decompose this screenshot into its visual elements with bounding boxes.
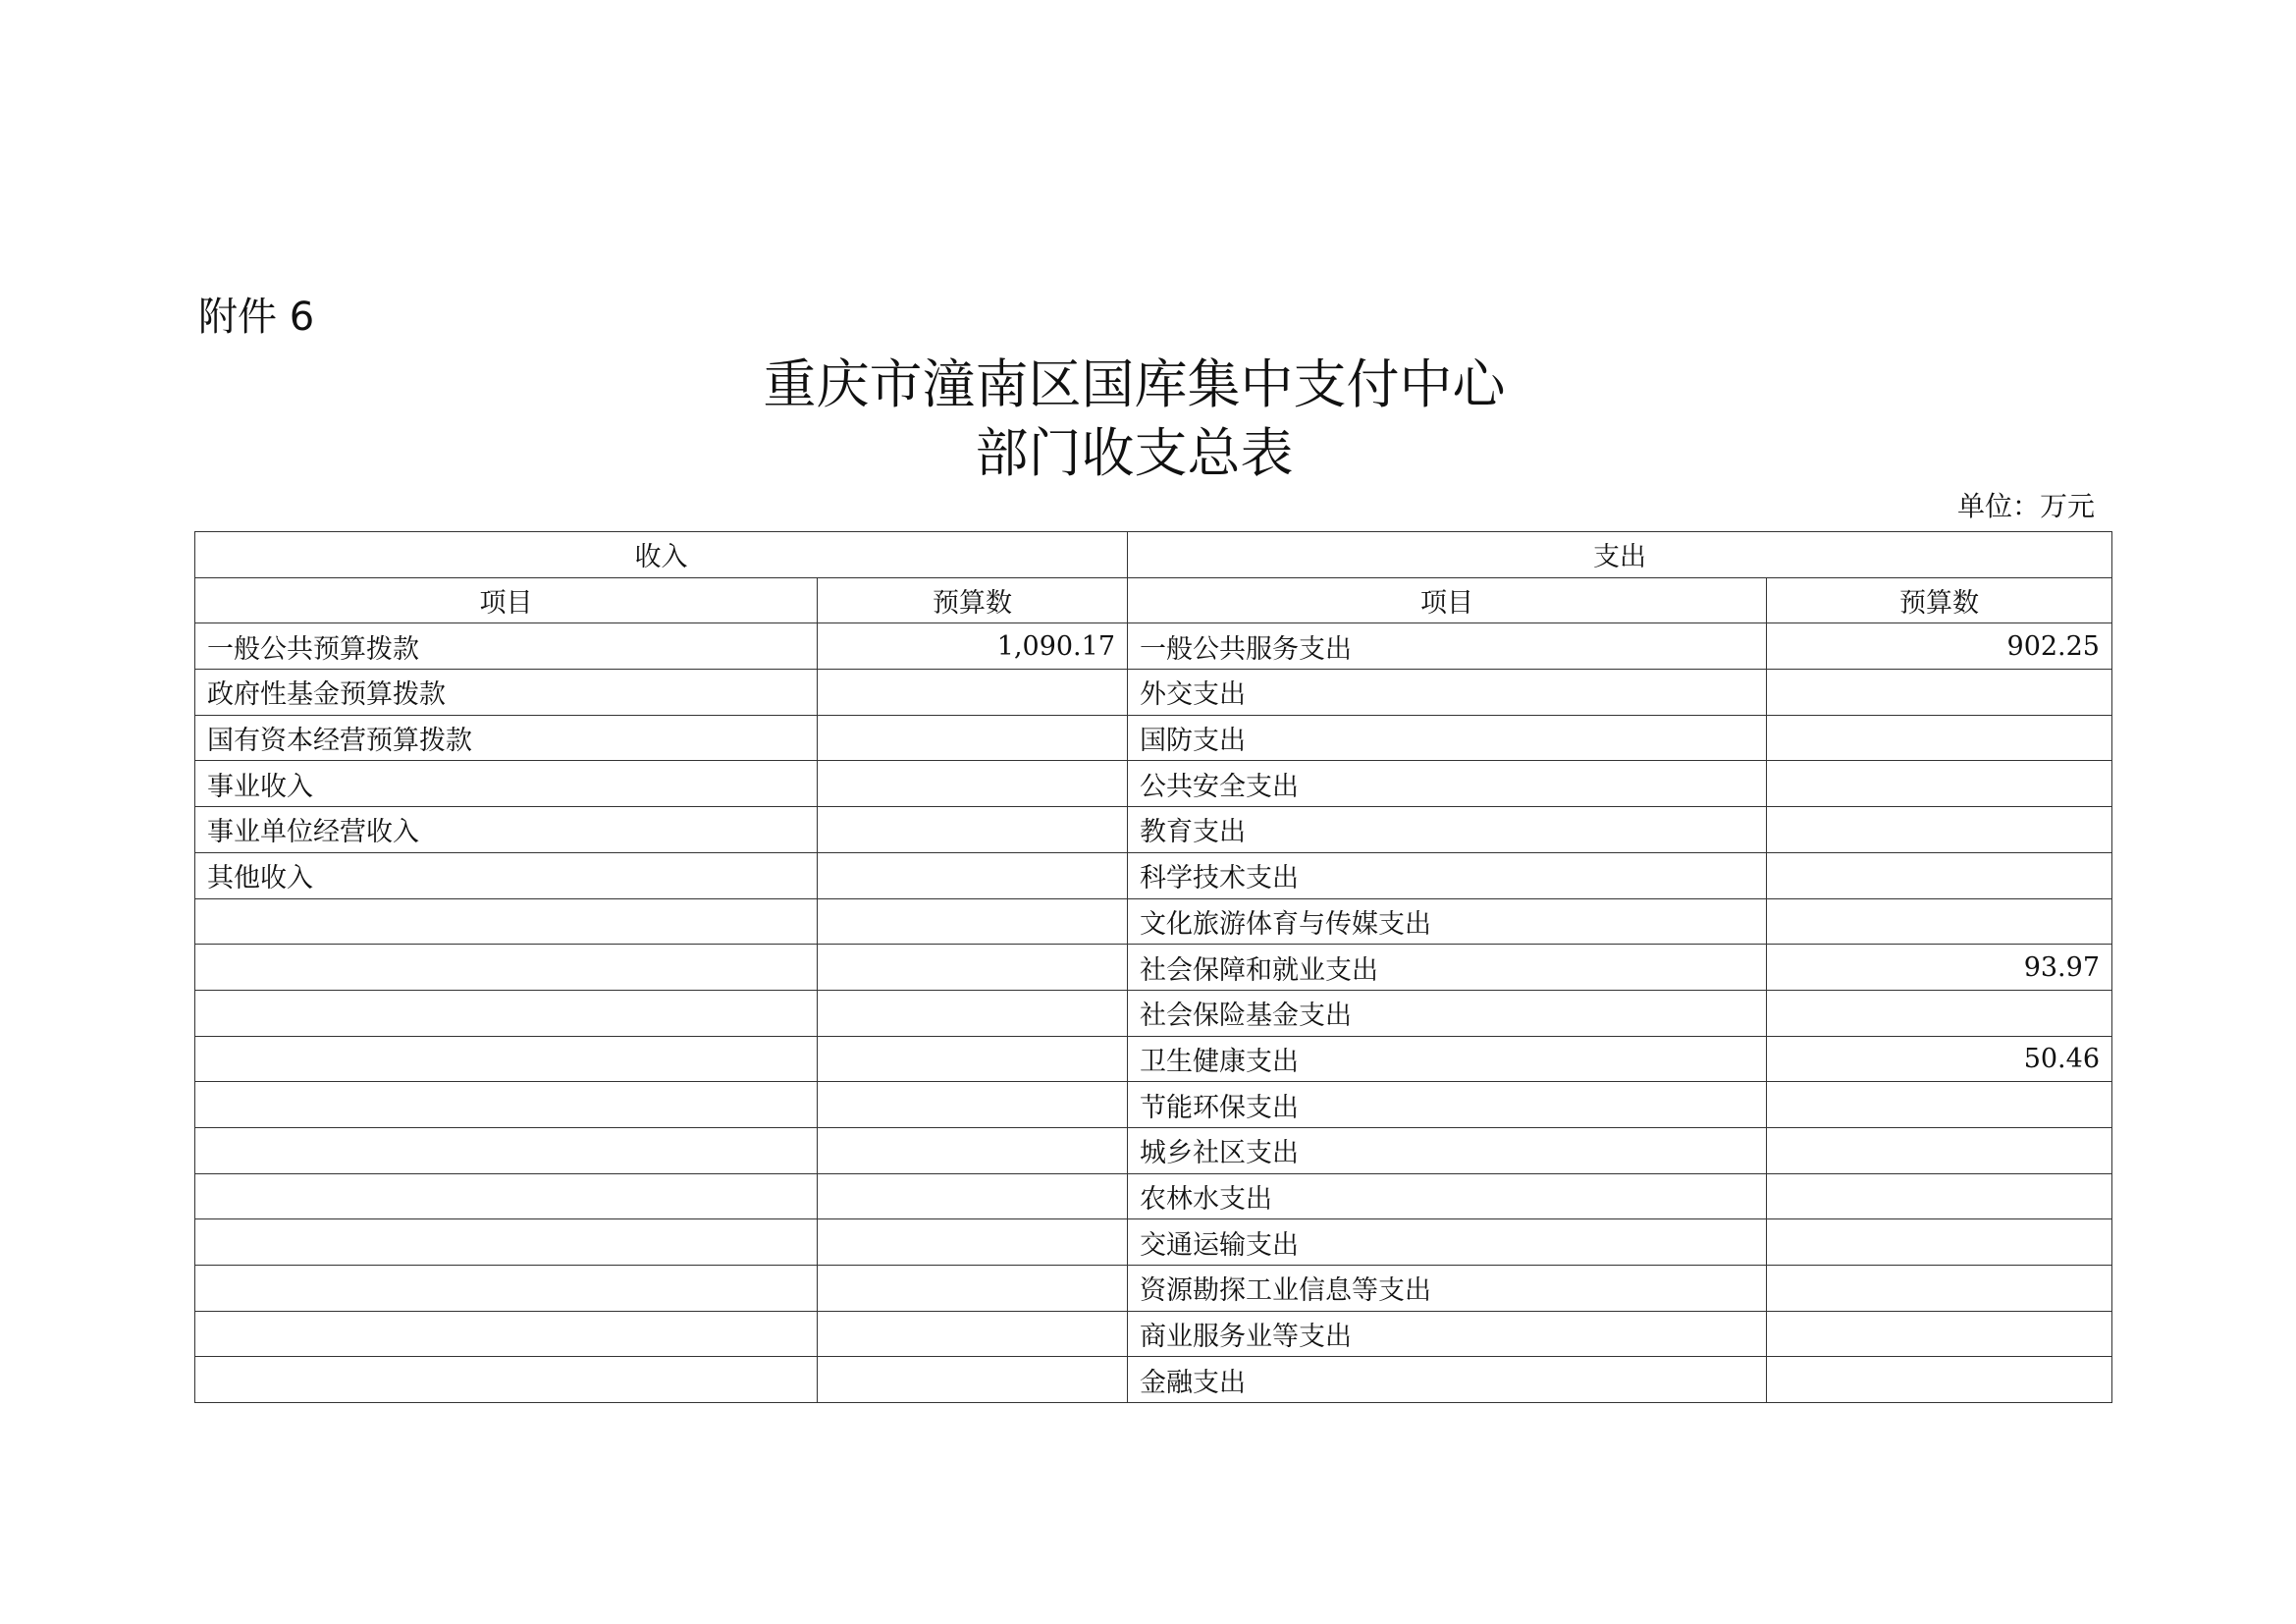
column-header-row [195,577,2112,623]
expense-item-cell: 国防支出 [1128,715,1767,761]
income-value-cell [818,1311,1128,1357]
document-title: 重庆市潼南区国库集中支付中心 [763,353,1506,415]
income-budget-header: 预算数 [818,577,1128,623]
table-row [195,1173,2112,1219]
expense-budget-header: 预算数 [1767,577,2112,623]
expense-item-cell: 文化旅游体育与传媒支出 [1128,898,1767,945]
income-item-cell: 国有资本经营预算拨款 [195,715,818,761]
income-value-cell [818,761,1128,807]
income-value-cell [818,1036,1128,1082]
table-row [195,1266,2112,1312]
income-item-cell [195,990,818,1036]
table-row [195,1082,2112,1128]
expense-value-cell [1767,990,2112,1036]
budget-table [194,531,2112,1403]
expense-item-cell: 城乡社区支出 [1128,1127,1767,1173]
expense-value-cell [1767,1173,2112,1219]
expense-value-cell [1767,1082,2112,1128]
table-row [195,670,2112,716]
section-header-row [195,532,2112,578]
table-row [195,807,2112,853]
table-row [195,761,2112,807]
income-item-cell [195,945,818,991]
income-item-cell [195,1036,818,1082]
income-item-cell [195,1173,818,1219]
expense-value-cell [1767,670,2112,716]
income-value-cell [818,1357,1128,1403]
expense-value-cell [1767,1266,2112,1312]
income-value-cell [818,807,1128,853]
expense-value-cell: 93.97 [1767,945,2112,991]
income-value-cell [818,715,1128,761]
expense-item-cell: 教育支出 [1128,807,1767,853]
expense-value-cell: 902.25 [1767,623,2112,670]
expense-item-cell: 社会保障和就业支出 [1128,945,1767,991]
income-item-cell: 政府性基金预算拨款 [195,670,818,716]
expense-value-cell [1767,1311,2112,1357]
income-item-cell: 事业收入 [195,761,818,807]
income-item-cell: 事业单位经营收入 [195,807,818,853]
income-item-cell: 其他收入 [195,852,818,898]
attachment-label: 附件 6 [198,295,315,340]
table-row [195,1219,2112,1266]
expense-item-cell: 金融支出 [1128,1357,1767,1403]
expense-value-cell [1767,1357,2112,1403]
expense-value-cell [1767,898,2112,945]
table-row [195,1357,2112,1403]
income-value-cell [818,990,1128,1036]
unit-label: 单位：万元 [1956,490,2095,522]
income-value-cell [818,1127,1128,1173]
income-value-cell [818,852,1128,898]
income-value-cell [818,945,1128,991]
income-item-cell [195,1082,818,1128]
expense-item-cell: 社会保险基金支出 [1128,990,1767,1036]
income-item-cell: 一般公共预算拨款 [195,623,818,670]
income-value-cell: 1,090.17 [818,623,1128,670]
income-item-cell [195,898,818,945]
income-item-cell [195,1266,818,1312]
income-item-cell [195,1127,818,1173]
income-value-cell [818,898,1128,945]
table-row [195,898,2112,945]
table-row [195,852,2112,898]
income-item-cell [195,1311,818,1357]
income-value-cell [818,670,1128,716]
income-value-cell [818,1219,1128,1266]
expense-item-cell: 科学技术支出 [1128,852,1767,898]
expense-value-cell [1767,715,2112,761]
table-row [195,715,2112,761]
expense-item-cell: 农林水支出 [1128,1173,1767,1219]
expense-value-cell: 50.46 [1767,1036,2112,1082]
expense-item-header: 项目 [1128,577,1767,623]
expense-value-cell [1767,761,2112,807]
income-item-header: 项目 [195,577,818,623]
table-row [195,1311,2112,1357]
expense-value-cell [1767,1127,2112,1173]
table-row [195,623,2112,670]
expense-item-cell: 节能环保支出 [1128,1082,1767,1128]
document-subtitle: 部门收支总表 [975,422,1294,484]
expense-item-cell: 公共安全支出 [1128,761,1767,807]
table-row [195,990,2112,1036]
expense-item-cell: 资源勘探工业信息等支出 [1128,1266,1767,1312]
expense-item-cell: 交通运输支出 [1128,1219,1767,1266]
income-value-cell [818,1082,1128,1128]
expense-item-cell: 卫生健康支出 [1128,1036,1767,1082]
income-header: 收入 [195,532,1128,578]
expense-item-cell: 一般公共服务支出 [1128,623,1767,670]
expense-header: 支出 [1128,532,2112,578]
budget-table-body [195,532,2112,1403]
income-value-cell [818,1266,1128,1312]
table-row [195,1127,2112,1173]
income-item-cell [195,1219,818,1266]
expense-item-cell: 商业服务业等支出 [1128,1311,1767,1357]
expense-value-cell [1767,807,2112,853]
expense-value-cell [1767,1219,2112,1266]
expense-value-cell [1767,852,2112,898]
income-value-cell [818,1173,1128,1219]
table-row [195,945,2112,991]
income-item-cell [195,1357,818,1403]
expense-item-cell: 外交支出 [1128,670,1767,716]
table-row [195,1036,2112,1082]
